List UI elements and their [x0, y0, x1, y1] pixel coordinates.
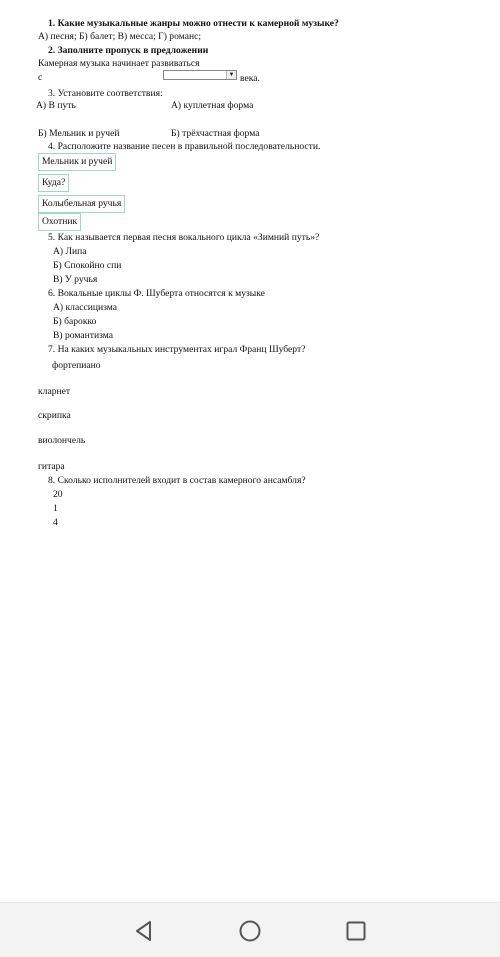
recent-apps-icon[interactable] — [344, 919, 368, 943]
system-navigation-bar — [0, 902, 500, 957]
q6-option-b[interactable]: Б) барокко — [53, 316, 97, 327]
q5-option-c[interactable]: В) У ручья — [53, 274, 98, 285]
q5-option-b[interactable]: Б) Спокойно спи — [53, 260, 122, 271]
order-item-1[interactable]: Мельник и ручей — [38, 153, 116, 171]
home-icon[interactable] — [238, 919, 262, 943]
order-item-4[interactable]: Охотник — [38, 213, 81, 231]
q3-title: 3. Установите соответствия: — [48, 88, 163, 99]
q2-sentence-start: Камерная музыка начинает развиваться — [38, 58, 200, 69]
q4-title: 4. Расположите название песен в правильной последовательности. — [48, 141, 321, 152]
q2-suffix: века. — [240, 73, 260, 84]
q7-option-5[interactable]: гитара — [38, 461, 65, 472]
order-item-2[interactable]: Куда? — [38, 174, 69, 192]
q7-option-2[interactable]: кларнет — [38, 386, 71, 397]
q7-option-1[interactable]: фортепиано — [52, 360, 101, 371]
q8-title: 8. Сколько исполнителей входит в состав камерного ансамбля? — [48, 475, 306, 486]
q6-option-c[interactable]: В) романтизма — [53, 330, 114, 341]
order-item-3[interactable]: Колыбельная ручья — [38, 195, 125, 213]
q7-title: 7. На каких музыкальных инструментах играл Франц Шуберт? — [48, 344, 306, 355]
century-select[interactable] — [163, 70, 237, 80]
q7-option-4[interactable]: виолончель — [38, 435, 86, 446]
q1-options: А) песня; Б) балет; В) месса; Г) романс; — [38, 31, 202, 42]
q2-prefix: с — [38, 72, 43, 83]
q8-option-1[interactable]: 20 — [53, 489, 63, 500]
q8-option-2[interactable]: 1 — [53, 503, 58, 514]
chevron-down-icon: ▼ — [226, 71, 236, 79]
q8-option-3[interactable]: 4 — [53, 517, 58, 528]
match-right-a: А) куплетная форма — [171, 100, 254, 111]
match-left-b: Б) Мельник и ручей — [38, 128, 120, 139]
back-icon[interactable] — [132, 919, 156, 943]
q6-title: 6. Вокальные циклы Ф. Шуберта относятся к музыке — [48, 288, 265, 299]
q5-title: 5. Как называется первая песня вокального цикла «Зимний путь»? — [48, 232, 320, 243]
q1-title: 1. Какие музыкальные жанры можно отнести к камерной музыке? — [48, 18, 339, 29]
q6-option-a[interactable]: А) классицизма — [53, 302, 118, 313]
q2-title: 2. Заполните пропуск в предложении — [48, 45, 209, 56]
q7-option-3[interactable]: скрипка — [38, 410, 71, 421]
match-right-b: Б) трёхчастная форма — [171, 128, 260, 139]
q5-option-a[interactable]: А) Липа — [53, 246, 87, 257]
match-left-a: А) В путь — [36, 100, 76, 111]
